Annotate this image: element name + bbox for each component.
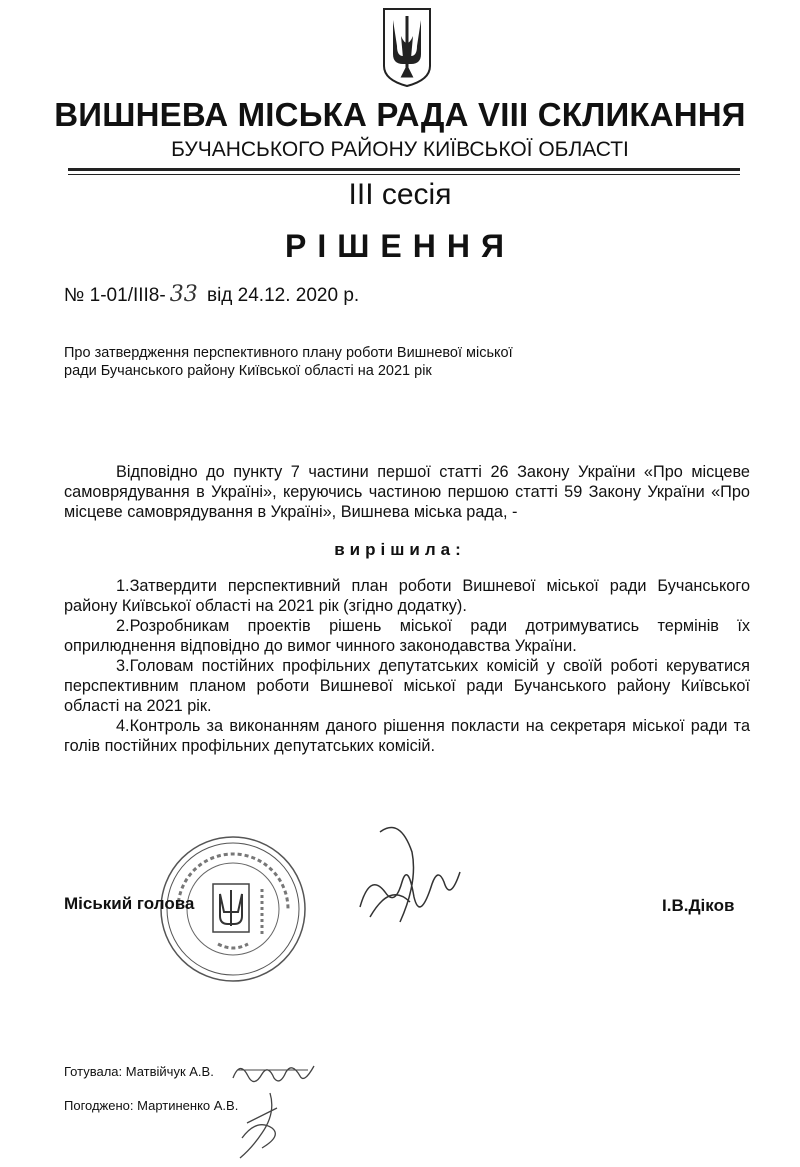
mayor-signature [340, 812, 470, 942]
handwritten-number: 33 [169, 282, 198, 307]
trident-emblem-icon [381, 6, 433, 88]
council-name: ВИШНЕВА МІСЬКА РАДА VIII СКЛИКАННЯ [54, 96, 746, 133]
preamble [64, 462, 750, 522]
district-name: БУЧАНСЬКОГО РАЙОНУ КИЇВСЬКОЇ ОБЛАСТІ [171, 138, 629, 161]
preamble-text: Відповідно до пункту 7 частини першої статті 26 Закону України «Про місцеве самоврядування в Україні», керуючись частиною першою статті 59 Закону України «Про місцеве самоврядування в Україні», Вишнева міська рада, - [64, 463, 750, 521]
decision-items [64, 576, 750, 756]
decision-item: 4.Контроль за виконанням даного рішення покласти на секретаря міської ради та голів постійних профільних депутатських комісій. [64, 717, 750, 755]
preparer-signature [228, 1056, 318, 1090]
decision-item: 1.Затвердити перспективний план роботи Вишневої міської ради Бучанського району Київської області на 2021 рік (згідно додатку). [64, 577, 750, 615]
signer-name: І.В.Діков [662, 896, 735, 915]
prepared-by: Готувала: Матвійчук А.В. [64, 1064, 214, 1079]
signer-position: Міський голова [64, 894, 195, 913]
decision-date: від 24.12. 2020 р. [206, 285, 360, 306]
resolved-heading: вирішила: [334, 540, 466, 559]
decision-number-prefix: № 1-01/ІІІ8- [64, 285, 166, 306]
decision-subject: Про затвердження перспективного плану роботи Вишневої міської ради Бучанського району Київської області на 2021 рік [64, 345, 513, 379]
decision-item: 3.Головам постійних профільних депутатських комісій у своїй роботі керуватися перспективним планом роботи Вишневої міської ради Бучанського району Київської області на 2021 рік. [64, 657, 750, 715]
approver-signature [232, 1088, 292, 1163]
header-rule-thick [68, 168, 740, 171]
decision-title: РІШЕННЯ [285, 228, 515, 264]
session-label: ІІІ сесія [348, 178, 452, 211]
decision-item: 2.Розробникам проектів рішень міської ради дотримуватись термінів їх оприлюднення відповідно до вимог чинного законодавства України. [64, 617, 750, 655]
decision-number-line [64, 282, 359, 307]
header-rule-thin [68, 174, 740, 175]
agreed-by: Погоджено: Мартиненко А.В. [64, 1098, 239, 1113]
